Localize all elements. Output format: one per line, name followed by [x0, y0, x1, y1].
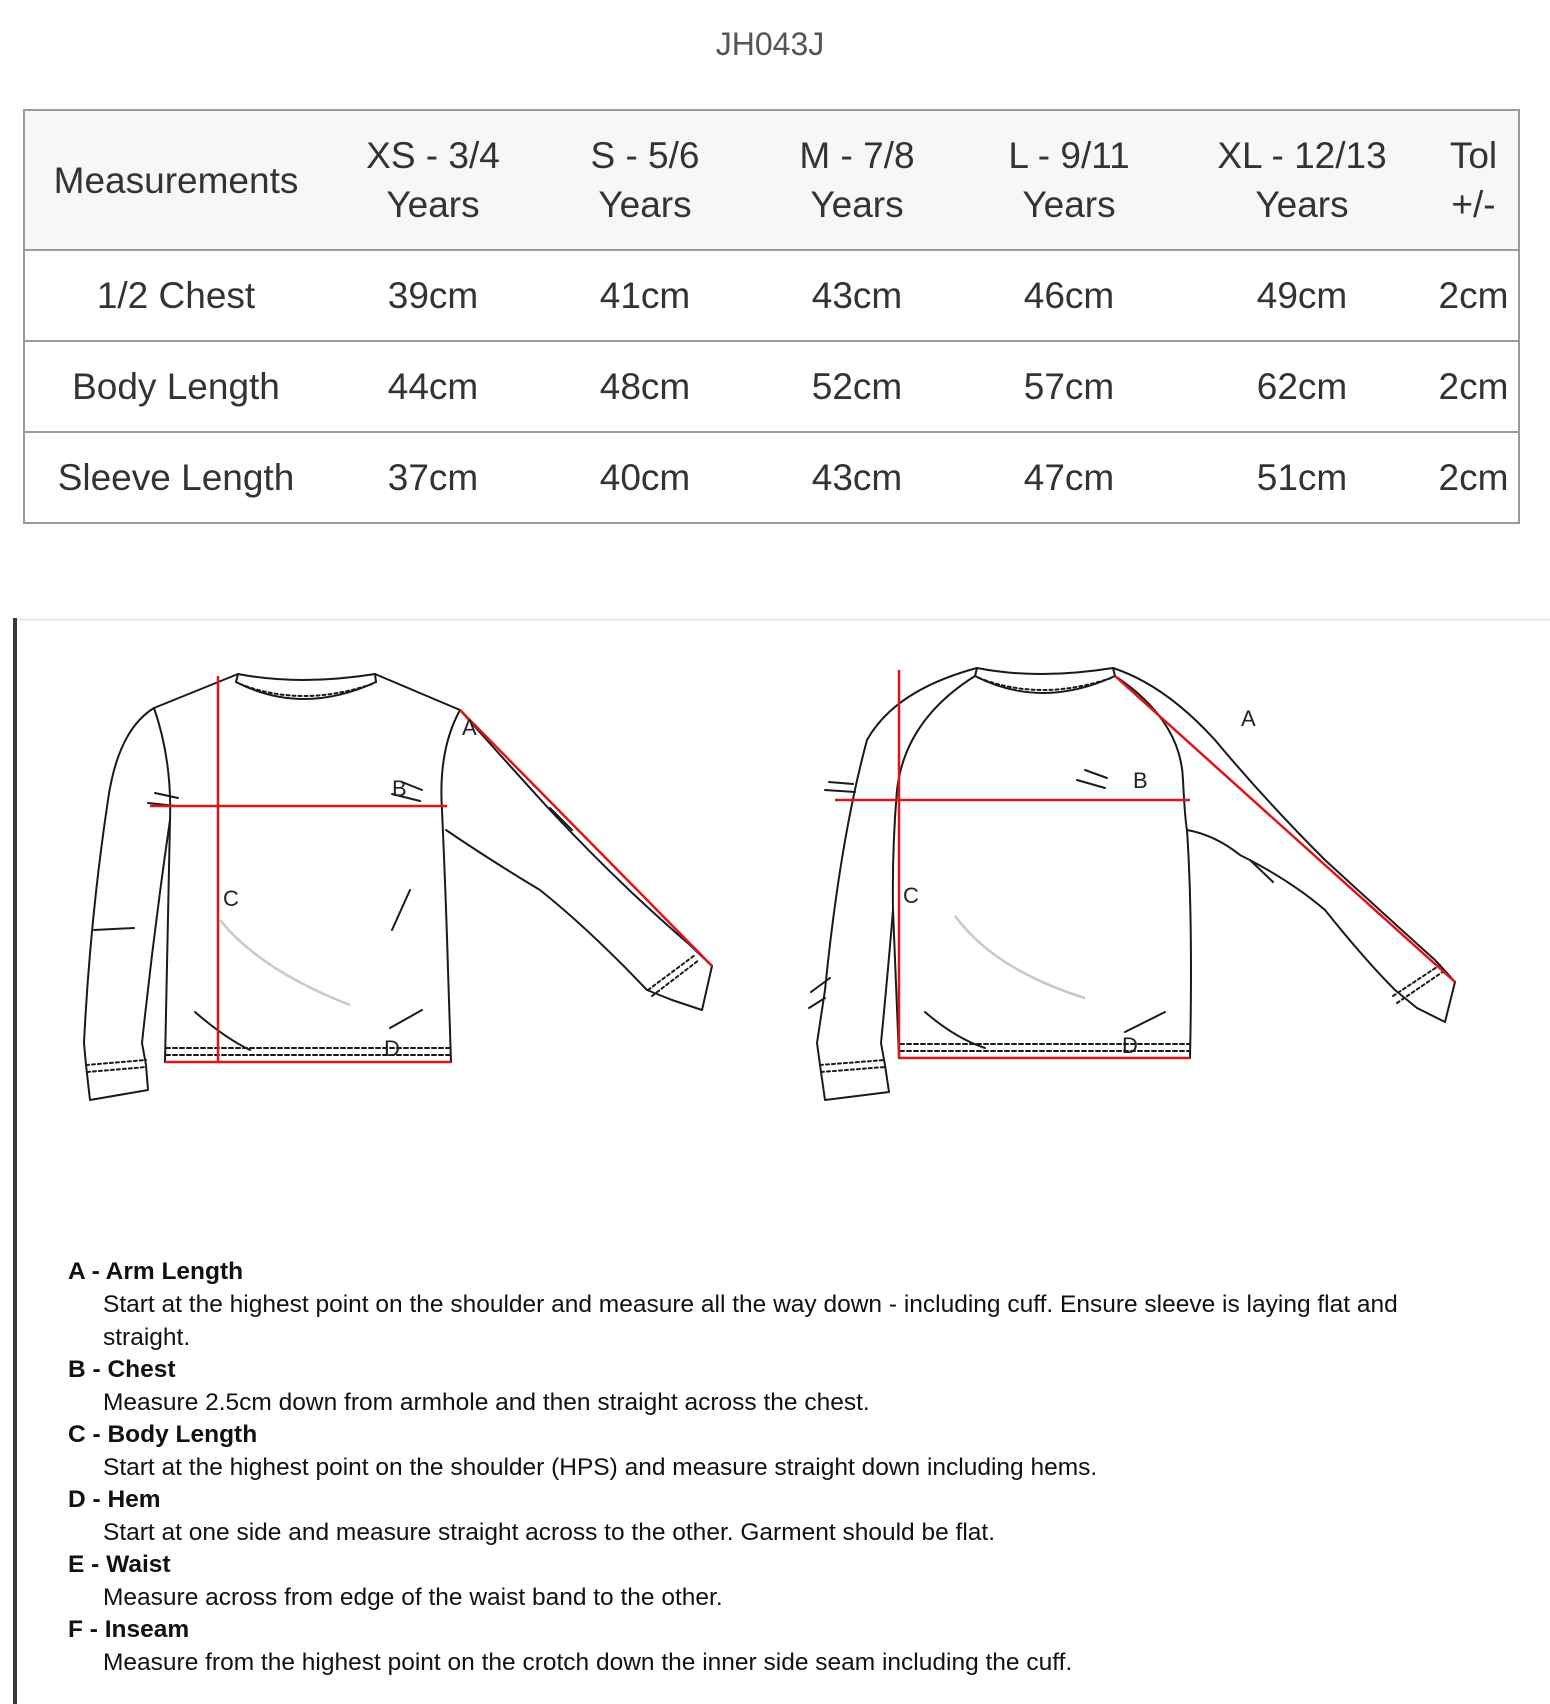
header-size-m: M - 7/8 Years [751, 110, 963, 250]
size-chart-table [23, 109, 1520, 524]
legend-term-c: C - Body Length [68, 1421, 258, 1448]
table-cell: 39cm [387, 274, 479, 316]
table-cell: 37cm [387, 456, 479, 498]
table-cell: 41cm [599, 274, 691, 316]
section-divider [13, 618, 1550, 621]
shirt-shadow [220, 920, 350, 1005]
label-c: C [223, 886, 239, 911]
label-d: D [1122, 1033, 1138, 1058]
header-tolerance: Tol +/- [1429, 110, 1519, 250]
header-measurements: Measurements [24, 110, 327, 250]
table-cell: 51cm [1256, 456, 1348, 498]
header-size-xl: XL - 12/13 Years [1175, 110, 1429, 250]
legend-term-a: A - Arm Length [68, 1258, 244, 1285]
table-cell: 2cm [1438, 365, 1509, 407]
table-cell: 2cm [1438, 274, 1509, 316]
row-label: 1/2 Chest [96, 274, 256, 316]
table-cell: 47cm [1023, 456, 1115, 498]
legend-term-d: D - Hem [68, 1486, 161, 1513]
label-b: B [392, 776, 407, 801]
legend-desc-a: Start at the highest point on the shoulder and measure all the way down - including cuff. Ensure sleeve is laying flat and straight. [103, 1291, 1398, 1351]
header-size-l: L - 9/11 Years [963, 110, 1175, 250]
table-row-chest [24, 250, 1519, 341]
table-cell: 62cm [1256, 365, 1348, 407]
label-a: A [1241, 706, 1256, 731]
table-cell: 48cm [599, 365, 691, 407]
label-d: D [384, 1036, 400, 1061]
table-row-body-length [24, 341, 1519, 432]
raglan-shirt-diagram [795, 660, 1535, 1230]
measurement-legend [68, 1256, 1508, 1679]
measure-lines [150, 676, 712, 1062]
legend-desc-e: Measure across from edge of the waist band to the other. [103, 1584, 723, 1611]
measure-lines [835, 670, 1455, 1058]
legend-term-b: B - Chest [68, 1356, 176, 1383]
label-a: A [462, 715, 477, 740]
label-c: C [903, 883, 919, 908]
row-label: Body Length [72, 365, 280, 407]
table-header-row [24, 110, 1519, 250]
product-code-title: JH043J [715, 26, 825, 62]
table-cell: 52cm [811, 365, 903, 407]
shirt-shadow [955, 916, 1085, 998]
table-cell: 43cm [811, 456, 903, 498]
table-cell: 49cm [1256, 274, 1348, 316]
label-b: B [1133, 768, 1148, 793]
table-cell: 44cm [387, 365, 479, 407]
legend-desc-c: Start at the highest point on the shoulder (HPS) and measure straight down including hems. [103, 1454, 1098, 1481]
legend-desc-d: Start at one side and measure straight across to the other. Garment should be flat. [103, 1519, 996, 1546]
table-cell: 57cm [1023, 365, 1115, 407]
header-size-s: S - 5/6 Years [539, 110, 751, 250]
legend-term-e: E - Waist [68, 1551, 171, 1578]
row-label: Sleeve Length [57, 456, 295, 498]
legend-desc-f: Measure from the highest point on the crotch down the inner side seam including the cuff. [103, 1649, 1073, 1676]
table-cell: 2cm [1438, 456, 1509, 498]
table-cell: 46cm [1023, 274, 1115, 316]
legend-term-f: F - Inseam [68, 1616, 190, 1643]
header-size-xs: XS - 3/4 Years [327, 110, 539, 250]
legend-desc-b: Measure 2.5cm down from armhole and then straight across the chest. [103, 1389, 870, 1416]
table-cell: 43cm [811, 274, 903, 316]
left-accent-bar [13, 618, 17, 1704]
table-cell: 40cm [599, 456, 691, 498]
standard-shirt-diagram [50, 660, 790, 1230]
table-row-sleeve-length [24, 432, 1519, 523]
